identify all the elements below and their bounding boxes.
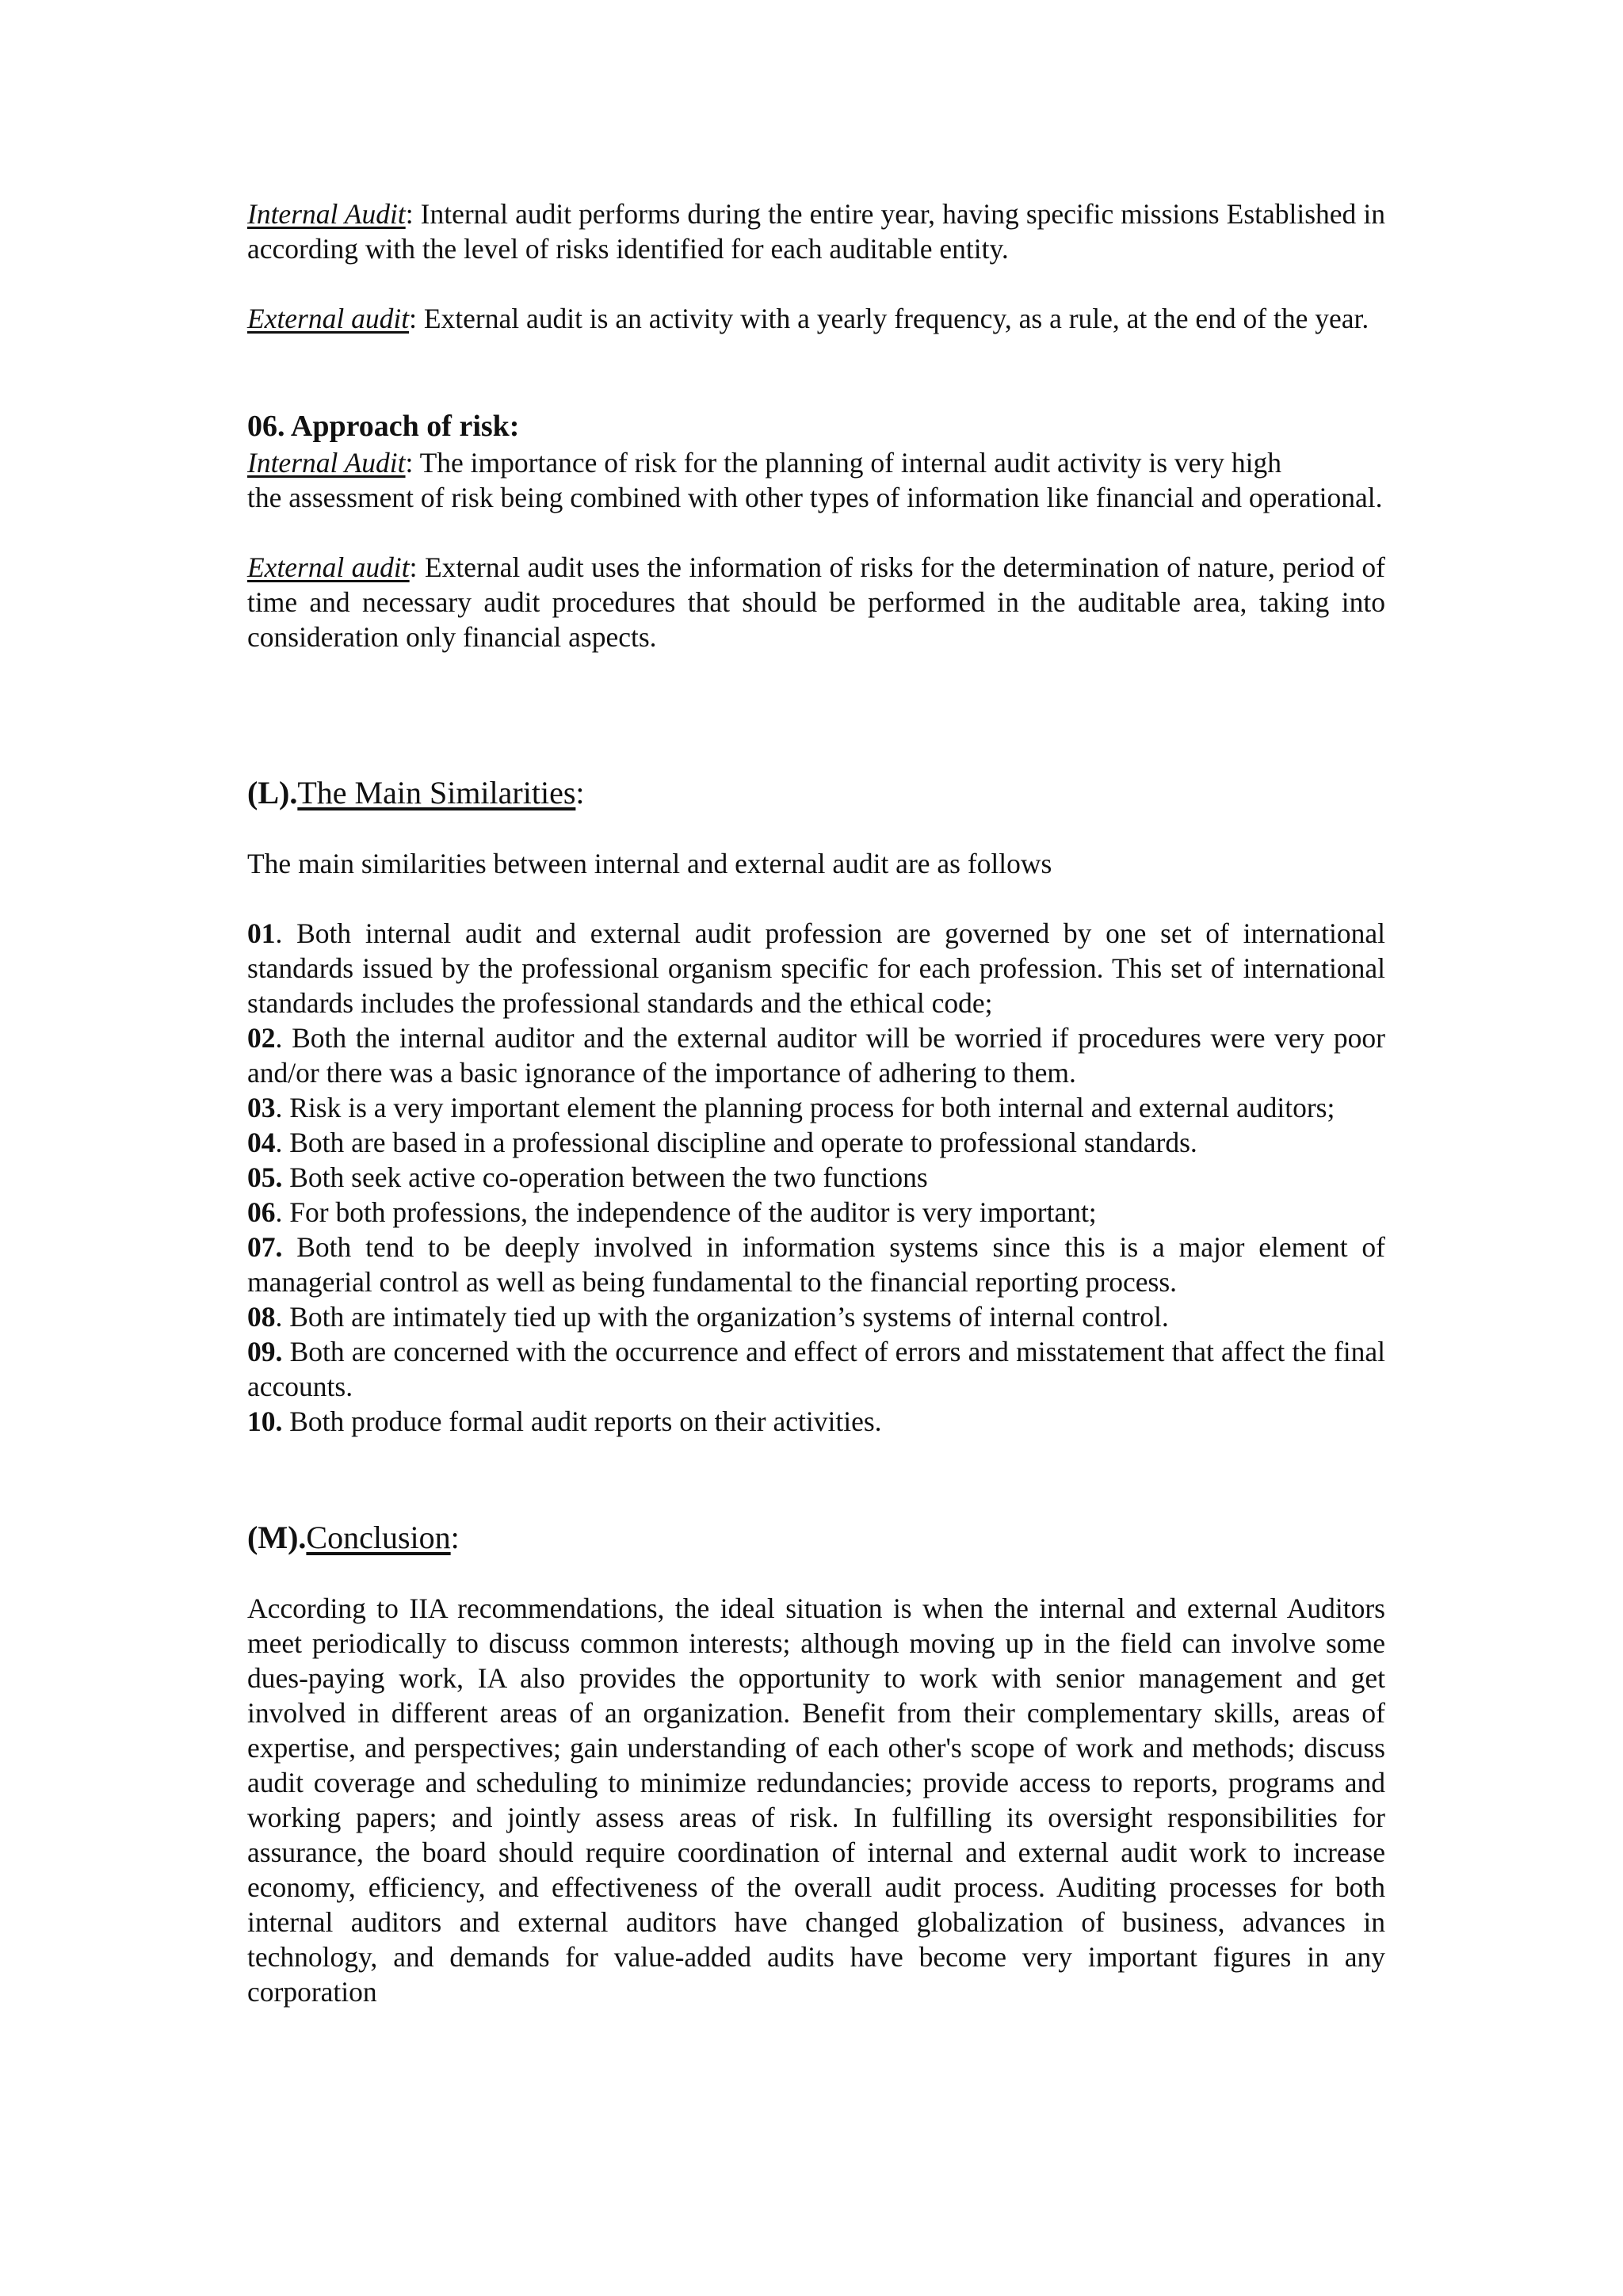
conclusion-body: According to IIA recommendations, the ideal situation is when the internal and external Auditors meet periodically to discuss common interests; although moving up in the field can involve some dues-paying work, IA also provides the opportunity to work with senior management and get involved in different areas of an organization. Benefit from their complementary skills, areas of expertise, and perspectives; gain understanding of each other's scope of work and methods; discuss audit coverage and scheduling to minimize redundancies; provide access to reports, programs and working papers; and jointly assess areas of risk. In fulfilling its oversight responsibilities for assurance, the board should require coordination of internal and external audit work to increase economy, efficiency, and effectiveness of the overall audit process. Auditing processes for both internal auditors and external auditors have changed globalization of business, advances in technology, and demands for value-added audits have become very important figures in any corporation — [247, 1592, 1385, 2008]
item-number: 08 — [247, 1301, 276, 1333]
similarities-title: The Main Similarities — [297, 775, 576, 810]
conclusion-colon: : — [450, 1520, 460, 1555]
item-text: Both seek active co-operation between the two functions — [282, 1161, 928, 1193]
risk-external-text: : External audit uses the information of risks for the determination of nature, period of time and necessary audit procedures that should be performed in the auditable area, taking into consideration only financial aspects. — [247, 551, 1385, 653]
item-text: . Both are based in a professional discipline and operate to professional standards. — [275, 1127, 1197, 1158]
item-number: 04 — [247, 1127, 276, 1158]
risk-heading: 06. Approach of risk: — [247, 410, 520, 443]
item-text: Both are concerned with the occurrence and effect of errors and misstatement that affect the final accounts. — [247, 1336, 1385, 1402]
frequency-external-text: : External audit is an activity with a yearly frequency, as a rule, at the end of the year. — [409, 303, 1369, 334]
risk-external-paragraph — [247, 550, 1385, 654]
item-number: 03 — [247, 1092, 276, 1123]
list-item — [247, 1230, 1385, 1299]
item-number: 07. — [247, 1231, 283, 1263]
similarities-heading — [247, 773, 1385, 813]
internal-audit-term: Internal Audit — [247, 447, 406, 479]
item-text: Both produce formal audit reports on their activities. — [282, 1405, 882, 1437]
conclusion-letter: (M). — [247, 1520, 307, 1555]
list-item — [247, 1334, 1385, 1404]
list-item — [247, 916, 1385, 1020]
risk-internal-rest: the assessment of risk being combined with other types of information like financial and operational. — [247, 482, 1383, 513]
item-text: . Both are intimately tied up with the organization’s systems of internal control. — [275, 1301, 1169, 1333]
conclusion-heading — [247, 1518, 1385, 1558]
risk-internal-paragraph — [247, 445, 1385, 515]
external-audit-term: External audit — [247, 303, 410, 334]
item-number: 10. — [247, 1405, 283, 1437]
similarities-list — [247, 916, 1385, 1439]
item-number: 02 — [247, 1022, 276, 1054]
list-item — [247, 1195, 1385, 1230]
item-text: . For both professions, the independence of the auditor is very important; — [275, 1196, 1097, 1228]
list-item — [247, 1160, 1385, 1195]
risk-internal-line1: : The importance of risk for the planning of internal audit activity is very high — [405, 447, 1281, 479]
list-item — [247, 1299, 1385, 1334]
item-text: . Both internal audit and external audit profession are governed by one set of international standards issued by the professional organism specific for each profession. This set of international standards includes the professional standards and the ethical code; — [247, 917, 1385, 1019]
list-item — [247, 1125, 1385, 1160]
item-number: 06 — [247, 1196, 276, 1228]
similarities-colon: : — [575, 775, 585, 810]
similarities-letter: (L). — [247, 775, 298, 810]
list-item — [247, 1020, 1385, 1090]
similarities-intro: The main similarities between internal and external audit are as follows — [247, 848, 1052, 879]
item-text: . Risk is a very important element the planning process for both internal and external auditors; — [275, 1092, 1335, 1123]
list-item — [247, 1090, 1385, 1125]
frequency-internal-paragraph — [247, 196, 1385, 266]
internal-audit-term: Internal Audit — [247, 198, 406, 230]
item-number: 01 — [247, 917, 276, 949]
conclusion-title: Conclusion — [306, 1520, 451, 1555]
item-number: 09. — [247, 1336, 283, 1367]
frequency-external-paragraph — [247, 301, 1385, 336]
page-content — [247, 196, 1385, 2009]
frequency-internal-text: : Internal audit performs during the entire year, having specific missions Established in according with the level of risks identified for each auditable entity. — [247, 198, 1385, 265]
item-text: . Both the internal auditor and the external auditor will be worried if procedures were very poor and/or there was a basic ignorance of the importance of adhering to them. — [247, 1022, 1385, 1089]
item-text: Both tend to be deeply involved in information systems since this is a major element of managerial control as well as being fundamental to the financial reporting process. — [247, 1231, 1385, 1298]
external-audit-term: External audit — [247, 551, 410, 583]
item-number: 05. — [247, 1161, 283, 1193]
list-item — [247, 1404, 1385, 1439]
